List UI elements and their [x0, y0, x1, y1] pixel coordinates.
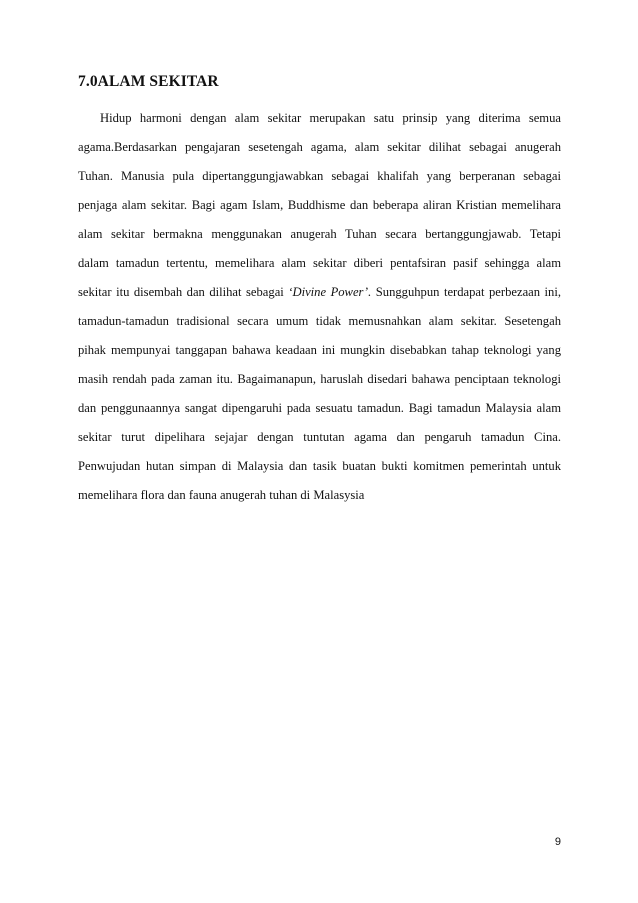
paragraph-line: Penwujudan hutan simpan di Malaysia dan tasik buatan bukti komitmen pemerintah untuk [78, 459, 561, 473]
paragraph-line: dalam tamadun tertentu, memelihara alam sekitar diberi pentafsiran pasif sehingga alam [78, 256, 561, 270]
line-text-before: sekitar itu disembah dan dilihat sebagai [78, 285, 289, 299]
paragraph-line: memelihara flora dan fauna anugerah tuhan di Malasysia [78, 488, 365, 502]
paragraph-line: alam sekitar bermakna menggunakan anugerah Tuhan secara bertanggungjawab. Tetapi [78, 227, 561, 241]
paragraph-line-with-italic [78, 278, 561, 307]
section-paragraph [78, 104, 561, 510]
italic-phrase: ‘Divine Power’. [288, 285, 372, 299]
paragraph-line: Tuhan. Manusia pula dipertanggungjawabkan sebagai khalifah yang berperanan sebagai [78, 169, 561, 183]
paragraph-line: pihak mempunyai tanggapan bahawa keadaan ini mungkin disebabkan tahap teknologi yang [78, 343, 561, 357]
paragraph-line: tamadun-tamadun tradisional secara umum tidak memusnahkan alam sekitar. Sesetengah [78, 314, 561, 328]
section-heading: 7.0ALAM SEKITAR [78, 73, 219, 90]
line-text-after: Sungguhpun terdapat perbezaan ini, [371, 285, 561, 299]
paragraph-line: masih rendah pada zaman itu. Bagaimanapun, haruslah disedari bahawa penciptaan teknologi [78, 372, 561, 386]
paragraph-line: sekitar turut dipelihara sejajar dengan tuntutan agama dan pengaruh tamadun Cina. [78, 430, 561, 444]
paragraph-line: dan penggunaannya sangat dipengaruhi pada sesuatu tamadun. Bagi tamadun Malaysia alam [78, 401, 561, 415]
page-number: 9 [554, 836, 561, 848]
paragraph-line: penjaga alam sekitar. Bagi agam Islam, Buddhisme dan beberapa aliran Kristian memelihara [78, 198, 561, 212]
paragraph-line: Hidup harmoni dengan alam sekitar merupakan satu prinsip yang diterima semua [100, 111, 561, 125]
paragraph-line: agama.Berdasarkan pengajaran sesetengah agama, alam sekitar dilihat sebagai anugerah [78, 140, 561, 154]
